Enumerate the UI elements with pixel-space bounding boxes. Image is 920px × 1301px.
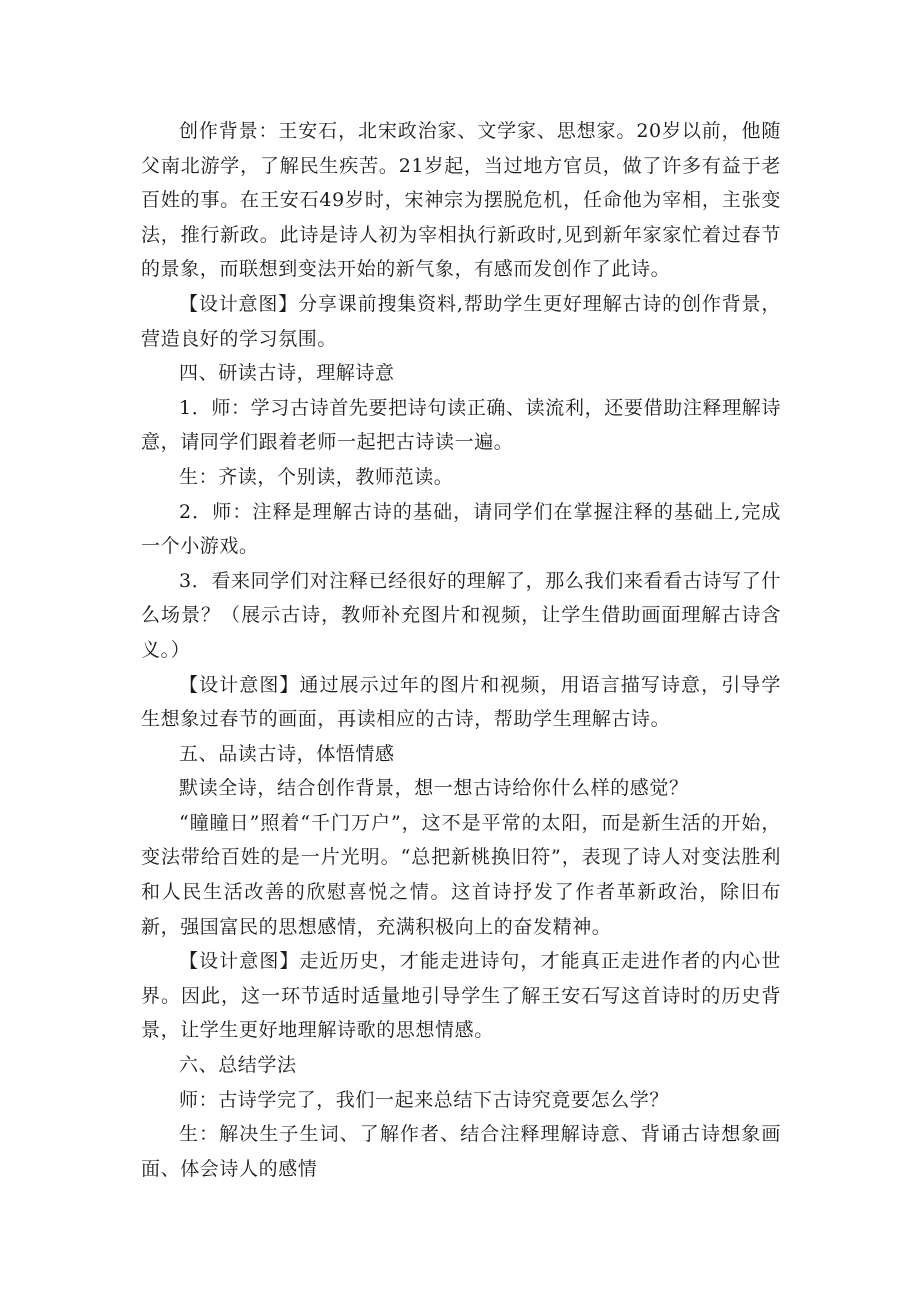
paragraph-design-intent-2: 【设计意图】通过展示过年的图片和视频，用语言描写诗意，引导学生想象过春节的画面，再读相应的古诗，帮助学生理解古诗。 [141, 673, 781, 731]
paragraph-silent-reading: 默读全诗，结合创作背景，想一想古诗给你什么样的感觉？ [179, 777, 689, 800]
paragraph-student-reading: 生：齐读，个别读，教师范读。 [179, 465, 454, 488]
paragraph-step-1: 1．师：学习古诗首先要把诗句读正确、读流利，还要借助注释理解诗意，请同学们跟着老师一起把古诗读一遍。 [141, 396, 781, 454]
section-heading-5: 五、品读古诗，体悟情感 [179, 742, 395, 765]
section-heading-6: 六、总结学法 [179, 1054, 297, 1077]
paragraph-student-summary: 生：解决生子生词、了解作者、结合注释理解诗意、背诵古诗想象画面、体会诗人的感情 [141, 1123, 781, 1180]
paragraph-poem-analysis: “瞳瞳日”照着“千门万户”，这不是平常的太阳，而是新生活的开始，变法带给百姓的是一片光明。“总把新桃换旧符”，表现了诗人对变法胜利和人民生活改善的欣慰喜悦之情。这首诗抒发了作者革新政治，除旧布新，强国富民的思想感情，充满积极向上的奋发精神。 [141, 811, 781, 938]
section-heading-4: 四、研读古诗，理解诗意 [179, 362, 395, 385]
document-page [141, 114, 781, 1186]
paragraph-design-intent-3: 【设计意图】走近历史，才能走进诗句，才能真正走进作者的内心世界。因此，这一环节适时适量地引导学生了解王安石写这首诗时的历史背景，让学生更好地理解诗歌的思想情感。 [141, 950, 781, 1042]
paragraph-background: 创作背景：王安石，北宋政治家、文学家、思想家。20岁以前，他随父南北游学，了解民生疾苦。21岁起，当过地方官员，做了许多有益于老百姓的事。在王安石49岁时，宋神宗为摆脱危机，任命他为宰相，主张变法，推行新政。此诗是诗人初为宰相执行新政时,见到新年家家忙着过春节的景象，而联想到变法开始的新气象，有感而发创作了此诗。 [141, 120, 781, 281]
paragraph-step-2: 2．师：注释是理解古诗的基础，请同学们在掌握注释的基础上,完成一个小游戏。 [141, 500, 781, 558]
paragraph-design-intent-1: 【设计意图】分享课前搜集资料,帮助学生更好理解古诗的创作背景，营造良好的学习氛围。 [141, 292, 781, 350]
paragraph-step-3: 3．看来同学们对注释已经很好的理解了，那么我们来看看古诗写了什么场景？（展示古诗，教师补充图片和视频，让学生借助画面理解古诗含义。） [141, 569, 781, 661]
paragraph-teacher-summary: 师：古诗学完了，我们一起来总结下古诗究竟要怎么学？ [179, 1088, 670, 1111]
